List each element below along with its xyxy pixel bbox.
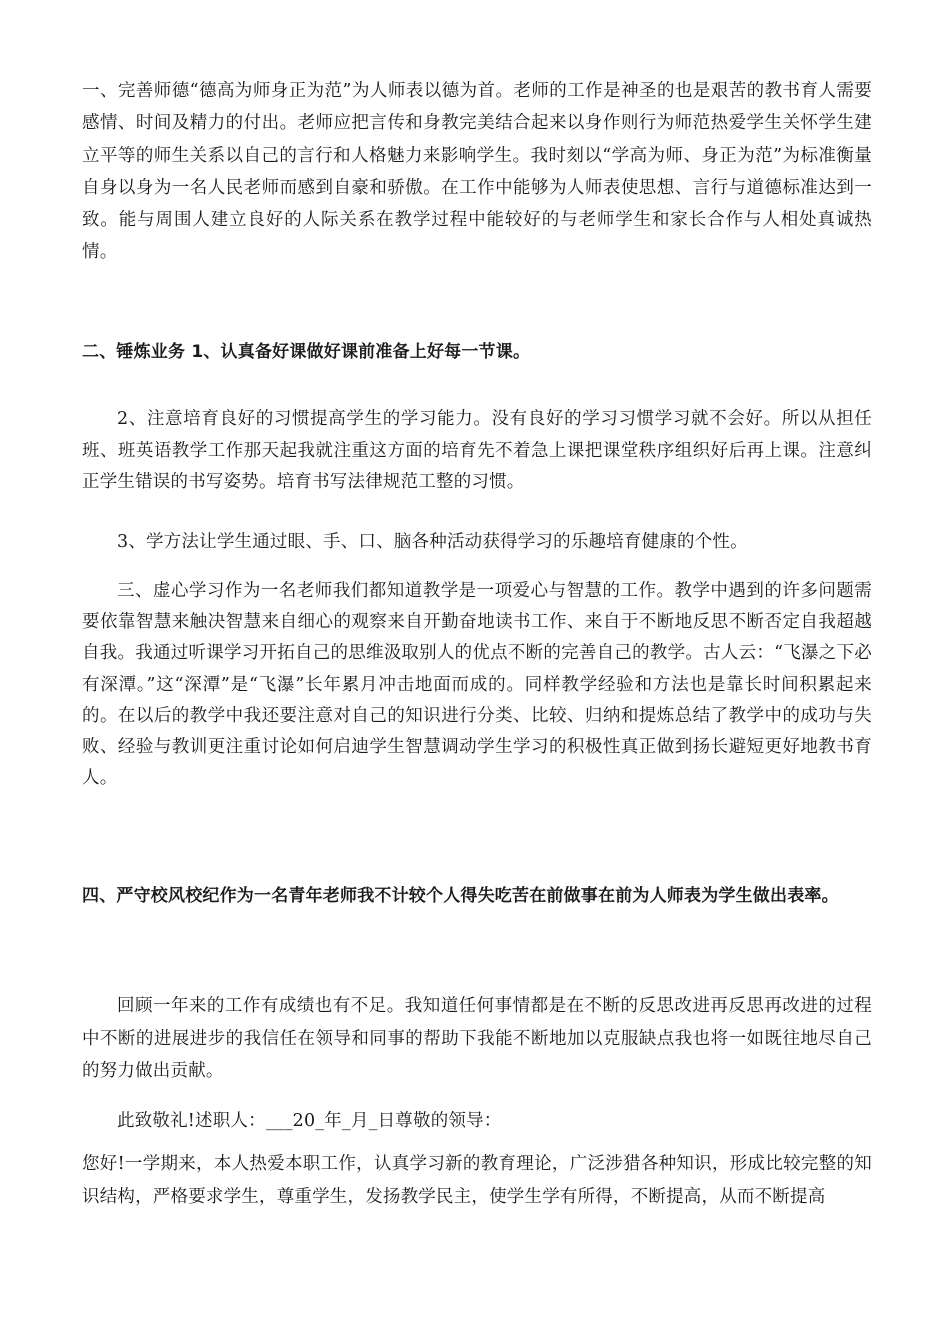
- section-4-heading: 四、严守校风校纪作为一名青年老师我不计较个人得失吃苦在前做事在前为人师表为学生做出表率。: [82, 886, 839, 906]
- section-1-paragraph: 一、完善师德“德高为师身正为范”为人师表以德为首。老师的工作是神圣的也是艰苦的教书育人需要感情、时间及精力的付出。老师应把言传和身教完美结合起来以身作则行为师范热爱学生关怀学生建立平等的师生关系以自己的言行和人格魅力来影响学生。我时刻以“学高为师、身正为范”为标准衡量自身以身为一名人民老师而感到自豪和骄傲。在工作中能够为人师表使思想、言行与道德标准达到一致。能与周围人建立良好的人际关系在教学过程中能较好的与老师学生和家长合作与人相处真诚热情。: [82, 81, 872, 263]
- section-3-paragraph: 三、虚心学习作为一名老师我们都知道教学是一项爱心与智慧的工作。教学中遇到的许多问题需要依靠智慧来触决智慧来自细心的观察来自开勤奋地读书工作、来自于不断地反思不断否定自我超越自我。我通过听课学习开拓自己的思维汲取别人的优点不断的完善自己的教学。古人云：“飞瀑之下必有深潭。”这“深潭”是“飞瀑”长年累月冲击地面而成的。同样教学经验和方法也是靠长时间积累起来的。在以后的教学中我还要注意对自己的知识进行分类、比较、归纳和提炼总结了教学中的成功与失败、经验与教训更注重讨论如何启迪学生智慧调动学生学习的积极性真正做到扬长避短更好地教书育人。: [82, 581, 872, 789]
- review-paragraph: 回顾一年来的工作有成绩也有不足。我知道任何事情都是在不断的反思改进再反思再改进的过程中不断的进展进步的我信任在领导和同事的帮助下我能不断地加以克服缺点我也将一如既往地尽自己的努力做出贡献。: [82, 996, 872, 1081]
- section-2-item-3: 3、学方法让学生通过眼、手、口、脑各种活动获得学习的乐趣培育健康的个性。: [117, 532, 748, 552]
- closing-line: 此致敬礼!述职人：___20_年_月_日尊敬的领导：: [117, 1111, 502, 1131]
- section-2-item-2: 2、注意培育良好的习惯提高学生的学习能力。没有良好的学习习惯学习就不会好。所以从担任班、班英语教学工作那天起我就注重这方面的培育先不着急上课把课堂秩序组织好后再上课。注意纠正学生错误的书写姿势。培育书写法律规范工整的习惯。: [82, 409, 872, 492]
- greeting-paragraph: 您好!一学期来，本人热爱本职工作，认真学习新的教育理论，广泛涉猎各种知识，形成比较完整的知识结构，严格要求学生，尊重学生，发扬教学民主，使学生学有所得，不断提高，从而不断提高: [82, 1154, 872, 1207]
- section-2-heading: 二、锤炼业务 1、认真备好课做好课前准备上好每一节课。: [82, 342, 531, 362]
